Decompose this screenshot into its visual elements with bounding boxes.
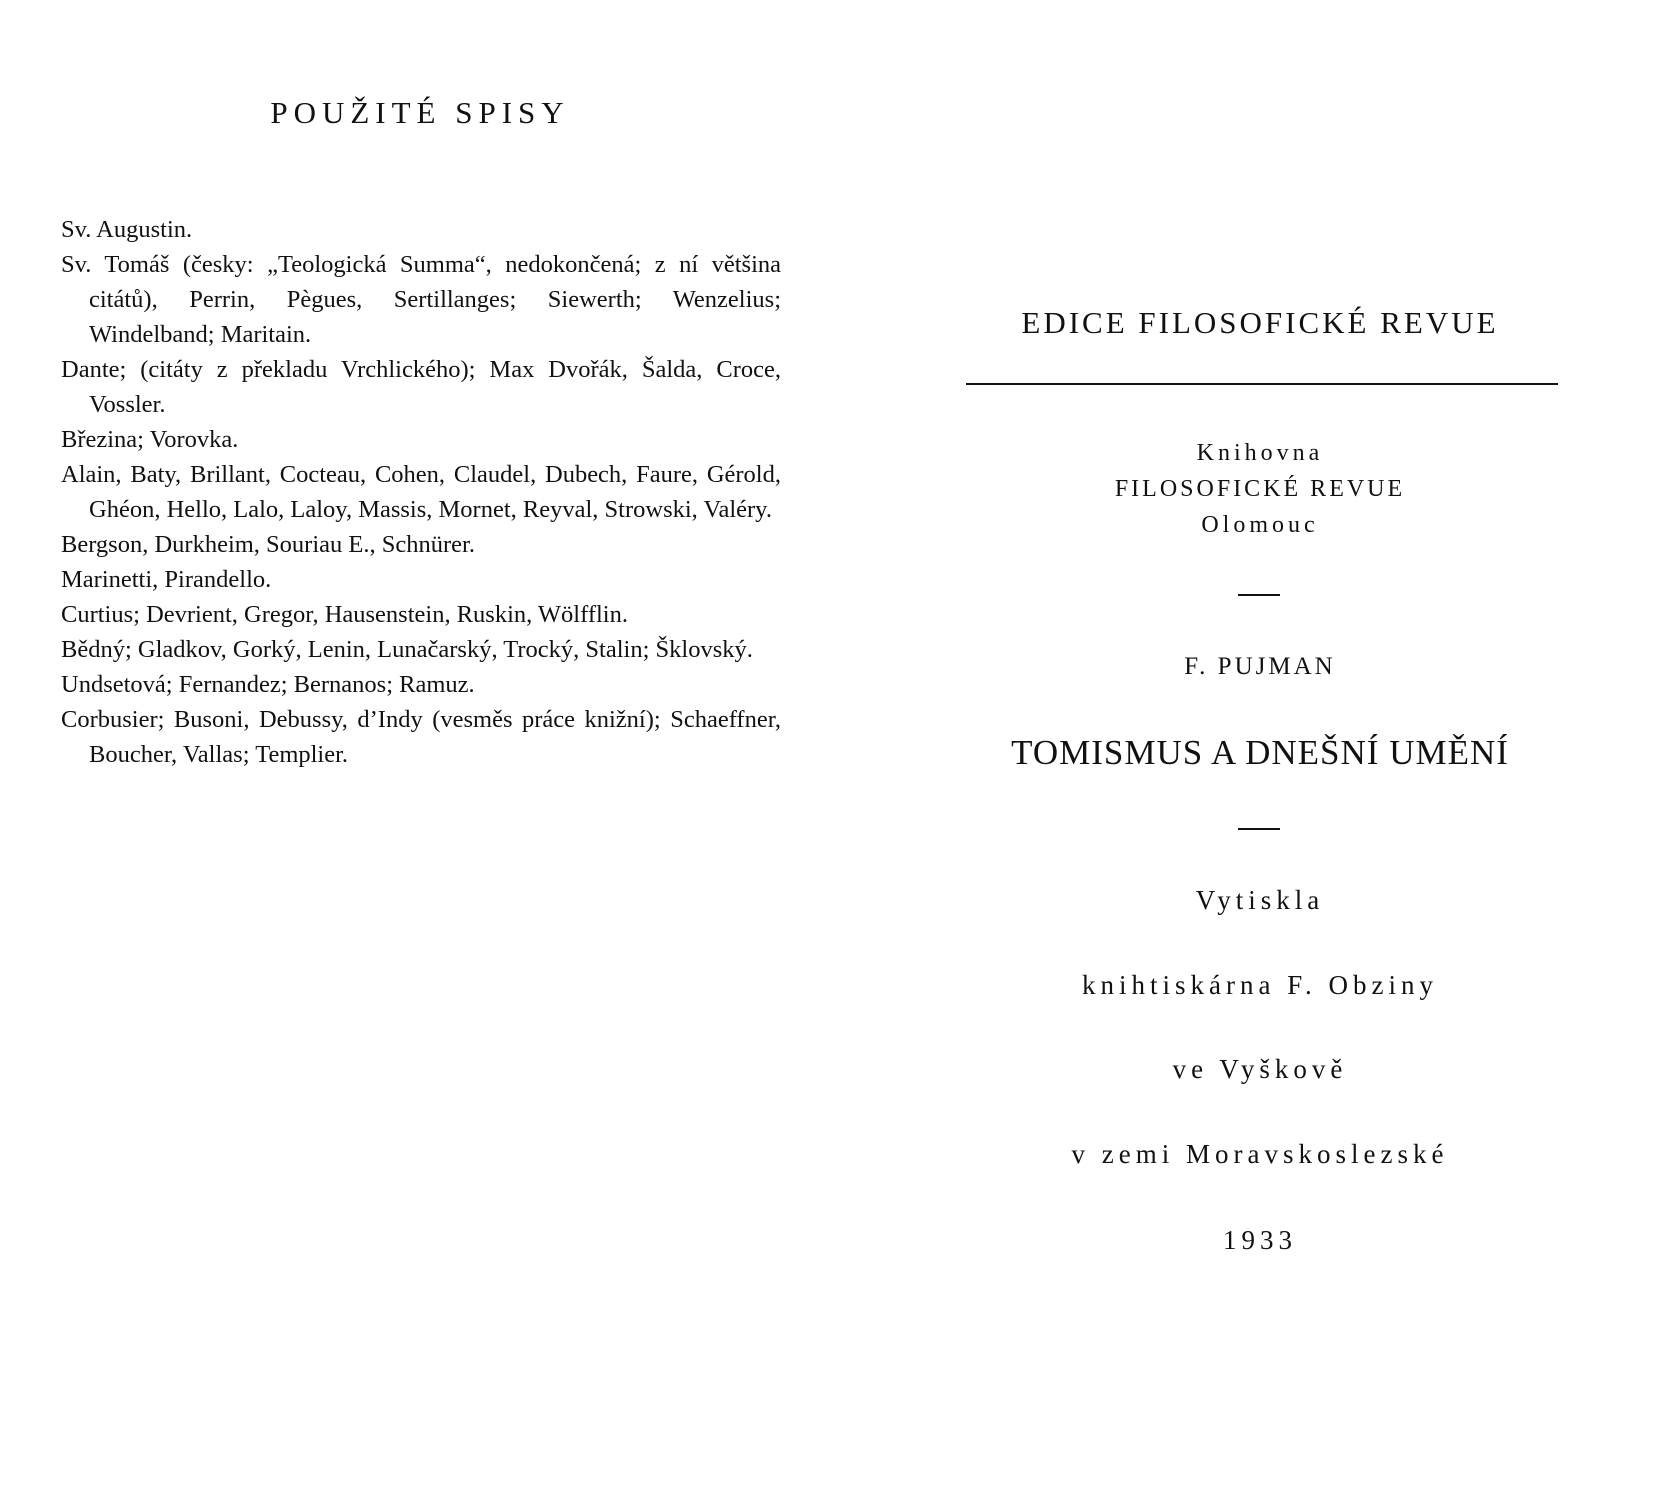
library-line-1: Knihovna: [1196, 440, 1324, 466]
bibliography-entry: Curtius; Devrient, Gregor, Hausenstein, Ruskin, Wölfflin.: [61, 601, 628, 628]
bibliography-entry: Sv. Tomáš (česky: „Teologická Summa“, nedokončená; z ní většina citátů), Perrin, Pègues, Sertillanges; Siewerth; Wenzelius; Windelband; Maritain.: [61, 251, 781, 348]
bibliography-entry: Bědný; Gladkov, Gorký, Lenin, Lunačarský, Trocký, Stalin; Šklovský.: [61, 636, 753, 663]
bibliography-entry: Bergson, Durkheim, Souriau E., Schnürer.: [61, 531, 475, 558]
library-line-2: FILOSOFICKÉ REVUE: [1114, 476, 1406, 502]
short-divider: [1238, 594, 1280, 596]
bibliography-entry: Undsetová; Fernandez; Bernanos; Ramuz.: [61, 671, 475, 698]
short-divider: [1238, 828, 1280, 830]
bibliography-list: [61, 212, 781, 772]
author-name: F. PUJMAN: [1184, 653, 1336, 680]
book-title: TOMISMUS A DNEŠNÍ UMĚNÍ: [1011, 733, 1509, 772]
edition-heading: EDICE FILOSOFICKÉ REVUE: [1021, 305, 1499, 340]
publication-year: 1933: [1223, 1225, 1297, 1255]
library-line-3: Olomouc: [1201, 512, 1319, 538]
heading-divider: [966, 383, 1558, 385]
right-page: [940, 0, 1580, 1500]
bibliography-entry: Dante; (citáty z překladu Vrchlického); Max Dvořák, Šalda, Croce, Vossler.: [61, 356, 781, 418]
printer-line-3: ve Vyškově: [1172, 1054, 1348, 1084]
page-title: POUŽITÉ SPISY: [270, 95, 570, 130]
bibliography-entry: Sv. Augustin.: [61, 216, 193, 243]
printer-line-4: v zemi Moravskoslezské: [1071, 1139, 1449, 1169]
bibliography-entry: Alain, Baty, Brillant, Cocteau, Cohen, Claudel, Dubech, Faure, Gérold, Ghéon, Hello, Lalo, Laloy, Massis, Mornet, Reyval, Strowski, Valéry.: [61, 461, 781, 523]
bibliography-entry: Corbusier; Busoni, Debussy, d’Indy (vesměs práce knižní); Schaeffner, Boucher, Vallas; Templier.: [61, 706, 781, 768]
left-page: [0, 0, 830, 1500]
printer-line-1: Vytiskla: [1195, 885, 1325, 915]
printer-line-2: knihtiskárna F. Obziny: [1081, 970, 1439, 1000]
bibliography-entry: Březina; Vorovka.: [61, 426, 239, 453]
bibliography-entry: Marinetti, Pirandello.: [61, 566, 272, 593]
